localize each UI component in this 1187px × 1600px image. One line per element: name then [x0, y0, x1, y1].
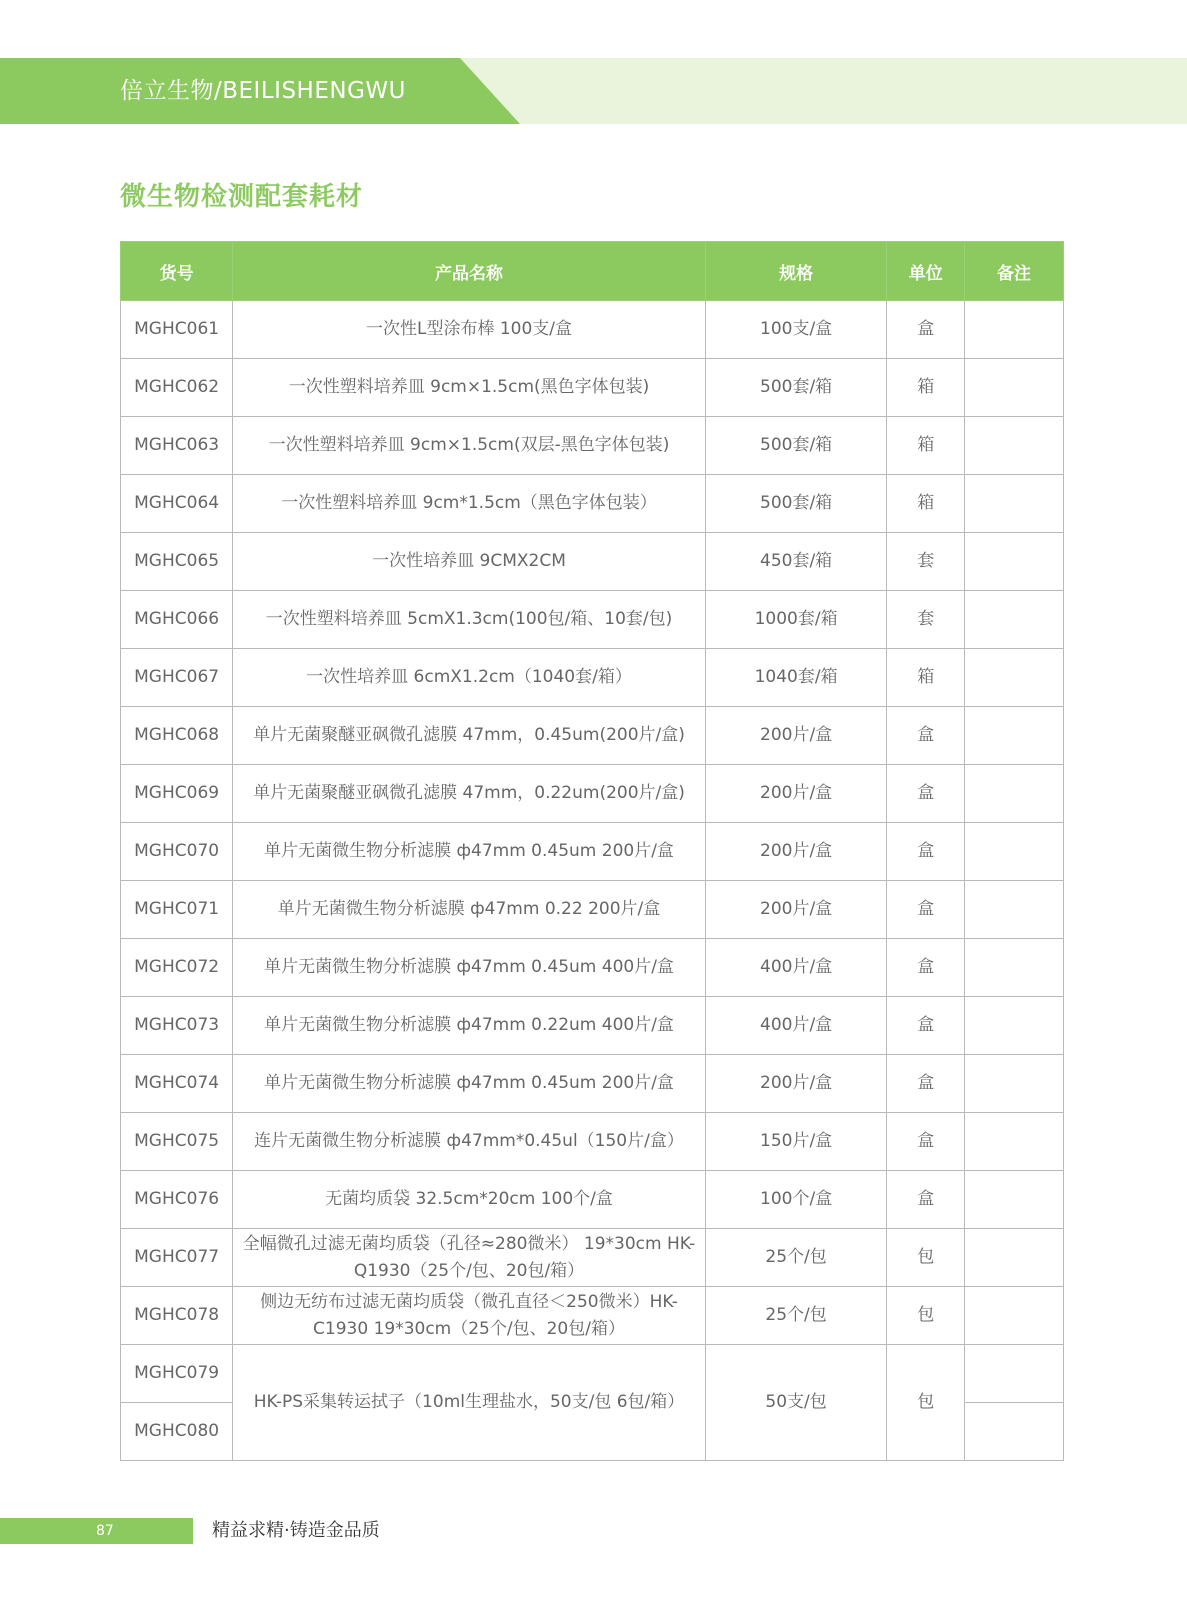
cell-unit: 套: [887, 591, 965, 649]
cell-unit: 盒: [887, 1055, 965, 1113]
table-row: [121, 1055, 1064, 1113]
table-row: [121, 765, 1064, 823]
column-header-spec: 规格: [705, 242, 887, 301]
cell-note: [964, 533, 1063, 591]
cell-note: [964, 649, 1063, 707]
table-row: [121, 939, 1064, 997]
cell-spec: 500套/箱: [705, 359, 887, 417]
cell-note: [964, 881, 1063, 939]
cell-note: [964, 1287, 1063, 1345]
column-header-unit: 单位: [887, 242, 965, 301]
cell-name: 一次性培养皿 9CMX2CM: [233, 533, 706, 591]
cell-name: 侧边无纺布过滤无菌均质袋（微孔直径＜250微米）HK-C1930 19*30cm（25个/包、20包/箱）: [233, 1287, 706, 1345]
cell-spec: 200片/盒: [705, 823, 887, 881]
cell-code: MGHC073: [121, 997, 233, 1055]
cell-unit: 盒: [887, 301, 965, 359]
cell-note: [964, 475, 1063, 533]
table-row: [121, 1287, 1064, 1345]
cell-note: [964, 765, 1063, 823]
cell-code: MGHC071: [121, 881, 233, 939]
table-row: [121, 417, 1064, 475]
cell-spec: 25个/包: [705, 1287, 887, 1345]
brand-title: 倍立生物/BEILISHENGWU: [120, 78, 406, 104]
cell-unit: 盒: [887, 881, 965, 939]
table-row: [121, 997, 1064, 1055]
cell-name: 一次性培养皿 6cmX1.2cm（1040套/箱）: [233, 649, 706, 707]
cell-unit: 包: [887, 1345, 965, 1461]
cell-unit: 套: [887, 533, 965, 591]
product-table: [120, 241, 1064, 1461]
cell-code: MGHC062: [121, 359, 233, 417]
cell-note: [964, 1171, 1063, 1229]
cell-unit: 包: [887, 1287, 965, 1345]
cell-name: HK-PS采集转运拭子（10ml生理盐水，50支/包 6包/箱）: [233, 1345, 706, 1461]
cell-name: 一次性塑料培养皿 9cm×1.5cm(双层-黑色字体包装): [233, 417, 706, 475]
cell-unit: 盒: [887, 823, 965, 881]
table-row: [121, 1345, 1064, 1403]
cell-code: MGHC074: [121, 1055, 233, 1113]
cell-unit: 箱: [887, 417, 965, 475]
cell-spec: 50支/包: [705, 1345, 887, 1461]
cell-spec: 200片/盒: [705, 707, 887, 765]
cell-note: [964, 707, 1063, 765]
cell-code: MGHC064: [121, 475, 233, 533]
cell-code: MGHC063: [121, 417, 233, 475]
cell-code: MGHC070: [121, 823, 233, 881]
cell-note: [964, 1055, 1063, 1113]
cell-note: [964, 1229, 1063, 1287]
cell-code: MGHC066: [121, 591, 233, 649]
cell-code: MGHC061: [121, 301, 233, 359]
table-row: [121, 649, 1064, 707]
table-row: [121, 707, 1064, 765]
cell-note: [964, 591, 1063, 649]
cell-name: 单片无菌微生物分析滤膜 ф47mm 0.22 200片/盒: [233, 881, 706, 939]
cell-code: MGHC075: [121, 1113, 233, 1171]
cell-code: MGHC080: [121, 1403, 233, 1461]
cell-unit: 盒: [887, 939, 965, 997]
cell-name: 单片无菌聚醚亚砜微孔滤膜 47mm，0.22um(200片/盒): [233, 765, 706, 823]
cell-spec: 500套/箱: [705, 475, 887, 533]
section-title: 微生物检测配套耗材: [120, 182, 364, 212]
table-row: [121, 1113, 1064, 1171]
cell-name: 全幅微孔过滤无菌均质袋（孔径≈280微米） 19*30cm HK-Q1930（25个/包、20包/箱）: [233, 1229, 706, 1287]
table-row: [121, 1229, 1064, 1287]
table-row: [121, 591, 1064, 649]
cell-code: MGHC069: [121, 765, 233, 823]
cell-unit: 盒: [887, 1171, 965, 1229]
cell-name: 无菌均质袋 32.5cm*20cm 100个/盒: [233, 1171, 706, 1229]
cell-spec: 400片/盒: [705, 997, 887, 1055]
table-row: [121, 823, 1064, 881]
cell-spec: 500套/箱: [705, 417, 887, 475]
cell-note: [964, 1113, 1063, 1171]
cell-spec: 200片/盒: [705, 1055, 887, 1113]
cell-spec: 1040套/箱: [705, 649, 887, 707]
cell-note: [964, 997, 1063, 1055]
cell-unit: 盒: [887, 765, 965, 823]
cell-spec: 200片/盒: [705, 881, 887, 939]
cell-unit: 包: [887, 1229, 965, 1287]
cell-name: 一次性塑料培养皿 9cm×1.5cm(黑色字体包装): [233, 359, 706, 417]
cell-code: MGHC076: [121, 1171, 233, 1229]
table-row: [121, 301, 1064, 359]
cell-note: [964, 1345, 1063, 1403]
cell-name: 一次性L型涂布棒 100支/盒: [233, 301, 706, 359]
table-row: [121, 1171, 1064, 1229]
column-header-code: 货号: [121, 242, 233, 301]
cell-code: MGHC072: [121, 939, 233, 997]
page-number: 87: [96, 1523, 114, 1539]
cell-note: [964, 823, 1063, 881]
cell-unit: 盒: [887, 1113, 965, 1171]
cell-name: 单片无菌微生物分析滤膜 ф47mm 0.45um 200片/盒: [233, 823, 706, 881]
cell-note: [964, 417, 1063, 475]
cell-spec: 100个/盒: [705, 1171, 887, 1229]
column-header-note: 备注: [964, 242, 1063, 301]
cell-code: MGHC065: [121, 533, 233, 591]
table-header-row: [121, 242, 1064, 301]
cell-spec: 100支/盒: [705, 301, 887, 359]
cell-unit: 盒: [887, 707, 965, 765]
table-row: [121, 533, 1064, 591]
cell-code: MGHC078: [121, 1287, 233, 1345]
cell-code: MGHC067: [121, 649, 233, 707]
cell-spec: 400片/盒: [705, 939, 887, 997]
cell-note: [964, 359, 1063, 417]
cell-name: 连片无菌微生物分析滤膜 ф47mm*0.45ul（150片/盒）: [233, 1113, 706, 1171]
cell-spec: 450套/箱: [705, 533, 887, 591]
cell-name: 单片无菌微生物分析滤膜 ф47mm 0.45um 400片/盒: [233, 939, 706, 997]
cell-note: [964, 301, 1063, 359]
column-header-name: 产品名称: [233, 242, 706, 301]
cell-name: 单片无菌微生物分析滤膜 ф47mm 0.22um 400片/盒: [233, 997, 706, 1055]
cell-unit: 箱: [887, 649, 965, 707]
cell-spec: 25个/包: [705, 1229, 887, 1287]
footer-slogan: 精益求精·铸造金品质: [212, 1520, 380, 1541]
cell-unit: 箱: [887, 359, 965, 417]
cell-unit: 盒: [887, 997, 965, 1055]
cell-code: MGHC077: [121, 1229, 233, 1287]
cell-note: [964, 1403, 1063, 1461]
cell-name: 一次性塑料培养皿 5cmX1.3cm(100包/箱、10套/包): [233, 591, 706, 649]
table-row: [121, 881, 1064, 939]
cell-unit: 箱: [887, 475, 965, 533]
cell-name: 单片无菌微生物分析滤膜 ф47mm 0.45um 200片/盒: [233, 1055, 706, 1113]
cell-code: MGHC079: [121, 1345, 233, 1403]
cell-note: [964, 939, 1063, 997]
cell-spec: 1000套/箱: [705, 591, 887, 649]
table-row: [121, 359, 1064, 417]
cell-code: MGHC068: [121, 707, 233, 765]
cell-name: 单片无菌聚醚亚砜微孔滤膜 47mm，0.45um(200片/盒): [233, 707, 706, 765]
cell-name: 一次性塑料培养皿 9cm*1.5cm（黑色字体包装）: [233, 475, 706, 533]
cell-spec: 150片/盒: [705, 1113, 887, 1171]
table-row: [121, 475, 1064, 533]
cell-spec: 200片/盒: [705, 765, 887, 823]
